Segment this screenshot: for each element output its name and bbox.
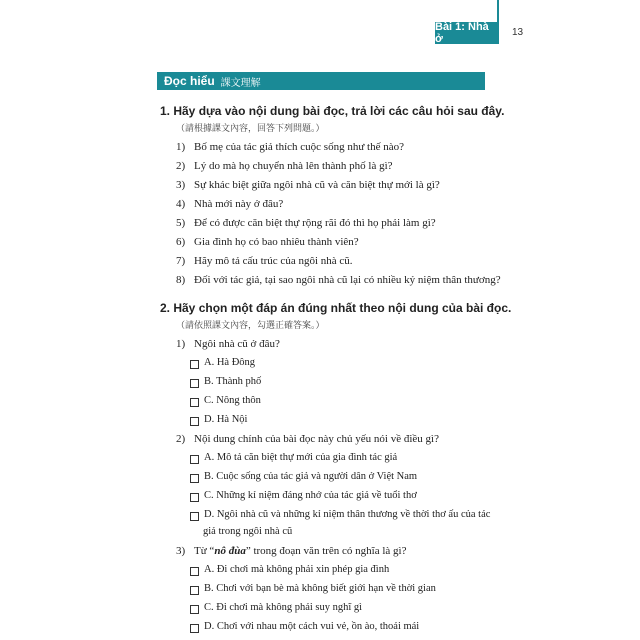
checkbox-icon[interactable]: [190, 455, 199, 464]
question-1-heading: 1. Hãy dựa vào nội dung bài đọc, trả lời các câu hỏi sau đây.: [160, 104, 505, 118]
question-2-heading: 2. Hãy chọn một đáp án đúng nhất theo nội dung của bài đọc.: [160, 301, 512, 315]
answer-option[interactable]: C. Đi chơi mà không phải suy nghĩ gì: [190, 602, 362, 614]
answer-option[interactable]: D. Chơi với nhau một cách vui vẻ, ồn ào, thoải mái: [190, 621, 419, 633]
list-item: 3) Sự khác biệt giữa ngôi nhà cũ và căn biệt thự mới là gì?: [176, 179, 440, 191]
answer-option[interactable]: B. Thành phố: [190, 376, 261, 388]
section-title: Đọc hiểu: [164, 74, 215, 88]
checkbox-icon[interactable]: [190, 512, 199, 521]
lesson-tab: Bài 1: Nhà ở: [435, 22, 499, 44]
answer-option-continuation: giả trong ngôi nhà cũ: [203, 526, 293, 537]
checkbox-icon[interactable]: [190, 624, 199, 633]
question-1-subtitle: （請根據課文內容，回答下列問題。）: [176, 124, 325, 134]
checkbox-icon[interactable]: [190, 379, 199, 388]
checkbox-icon[interactable]: [190, 417, 199, 426]
answer-option[interactable]: C. Nông thôn: [190, 395, 261, 407]
question-2-subtitle: （請依照課文內容，勾選正確答案。）: [176, 321, 325, 331]
list-item: 2) Lý do mà họ chuyển nhà lên thành phố là gì?: [176, 160, 393, 172]
page-number: 13: [512, 27, 524, 38]
checkbox-icon[interactable]: [190, 474, 199, 483]
list-item: 1) Bố mẹ của tác giả thích cuộc sống như thế nào?: [176, 141, 405, 153]
checkbox-icon[interactable]: [190, 493, 199, 502]
section-title-bar: [157, 72, 485, 90]
answer-option[interactable]: D. Ngôi nhà cũ và những kỉ niệm thân thương về thời thơ ấu của tác: [190, 509, 490, 521]
answer-option[interactable]: A. Đi chơi mà không phải xin phép gia đình: [190, 564, 389, 576]
sub-question-1: 1) Ngôi nhà cũ ở đâu?: [176, 338, 280, 350]
highlighted-term: nô đùa: [214, 545, 246, 557]
sub-question-2: 2) Nội dung chính của bài đọc này chủ yếu nói về điều gì?: [176, 433, 439, 445]
answer-option[interactable]: A. Hà Đông: [190, 357, 255, 369]
answer-option[interactable]: D. Hà Nội: [190, 414, 247, 426]
checkbox-icon[interactable]: [190, 605, 199, 614]
answer-option[interactable]: B. Cuộc sống của tác giả và người dân ở Việt Nam: [190, 471, 417, 483]
section-title-chinese: 課文理解: [220, 77, 261, 89]
checkbox-icon[interactable]: [190, 360, 199, 369]
checkbox-icon[interactable]: [190, 398, 199, 407]
sub-question-3: 3) Từ “nô đùa” trong đoạn văn trên có nghĩa là gì?: [176, 545, 407, 557]
list-item: 5) Để có được căn biệt thự rộng rãi đó thì họ phải làm gì?: [176, 217, 436, 229]
list-item: 6) Gia đình họ có bao nhiêu thành viên?: [176, 236, 359, 248]
checkbox-icon[interactable]: [190, 586, 199, 595]
list-item: 4) Nhà mới này ở đâu?: [176, 198, 284, 210]
answer-option[interactable]: B. Chơi với bạn bè mà không biết giới hạn về thời gian: [190, 583, 436, 595]
checkbox-icon[interactable]: [190, 567, 199, 576]
answer-option[interactable]: C. Những kỉ niệm đáng nhớ của tác giả về tuổi thơ: [190, 490, 417, 502]
list-item: 7) Hãy mô tả cấu trúc của ngôi nhà cũ.: [176, 255, 353, 267]
answer-option[interactable]: A. Mô tả căn biệt thự mới của gia đình tác giả: [190, 452, 397, 464]
list-item: 8) Đối với tác giả, tại sao ngôi nhà cũ lại có nhiều kỷ niệm thân thương?: [176, 274, 501, 286]
